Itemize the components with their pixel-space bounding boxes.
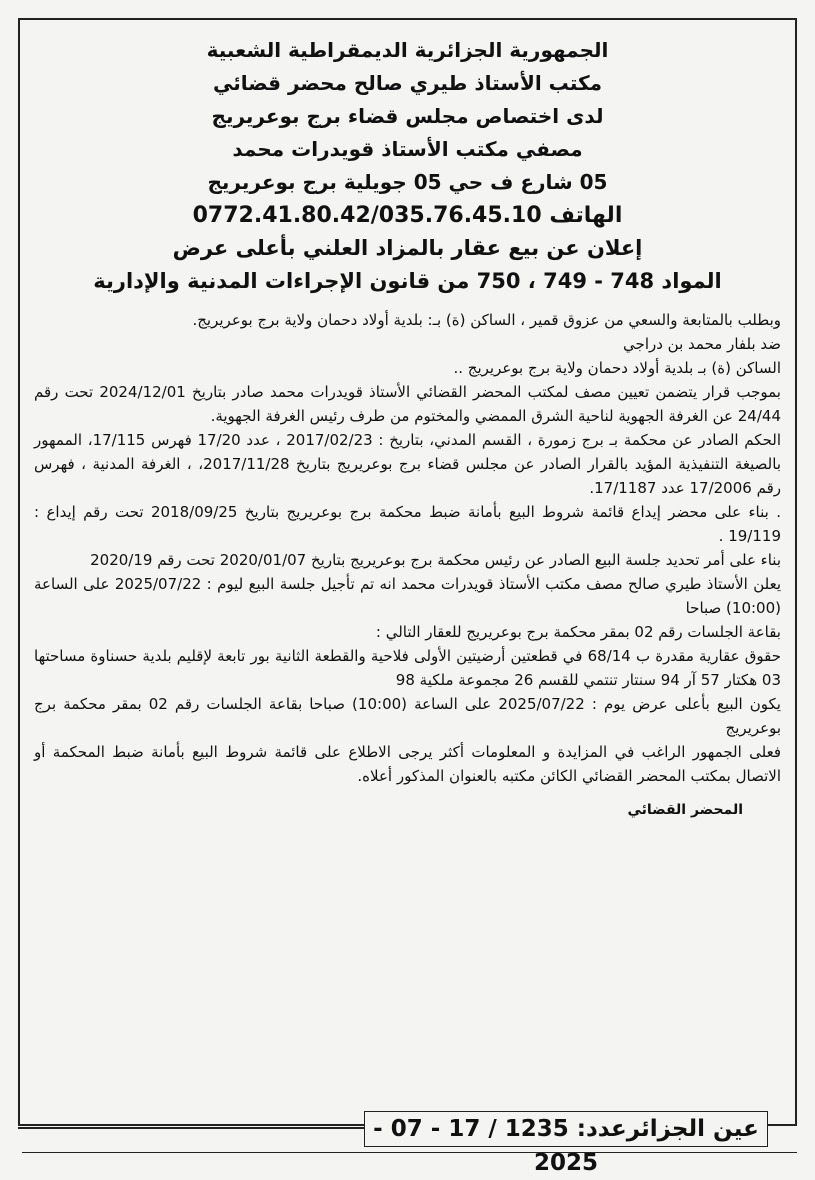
phone-numbers: الهاتف 0772.41.80.42/035.76.45.10 — [192, 203, 623, 228]
signature: المحضر القضائي — [627, 802, 743, 818]
bottom-rule — [22, 1152, 797, 1153]
address: 05 شارع ف حي 05 جويلية برج بوعريريج — [207, 170, 608, 194]
publication-footer: عين الجزائرعدد: 1235 / 17 - 07 - 2025 — [364, 1111, 768, 1147]
paragraph-order: بناء على أمر تحديد جلسة البيع الصادر عن رئيس محكمة برج بوعريريج بتاريخ 2020/01/07 تحت رقم 2020/19 — [90, 551, 781, 569]
paragraph-judgment: الحكم الصادر عن محكمة بـ برج زمورة ، القسم المدني، بتاريخ : 2017/02/23 ، عدد 17/20 فهرس 17/115، الممهور بالصيغة التنفيذية المؤيد بالقرار الصادر عن مجلس قضاء برج بوعريريج بتاريخ 2017/11/28، ، الغرفة المدنية ، فهرس رقم 17/2006 عدد 17/1187. — [34, 431, 781, 497]
paragraph-against: ضد بلفار محمد بن دراجي — [623, 335, 781, 353]
paragraph-hall: بقاعة الجلسات رقم 02 بمقر محكمة برج بوعريريج للعقار التالي : — [375, 623, 781, 641]
notice-title: إعلان عن بيع عقار بالمزاد العلني بأعلى عرض — [172, 236, 643, 260]
office-name: مكتب الأستاذ طيري صالح محضر قضائي — [212, 71, 603, 95]
liquidator: مصفي مكتب الأستاذ قويدرات محمد — [232, 137, 583, 161]
notice-body — [20, 298, 795, 788]
paragraph-public: فعلى الجمهور الراغب في المزايدة و المعلومات أكثر يرجى الاطلاع على قائمة شروط البيع بأمانة ضبط المحكمة أو الاتصال بمكتب المحضر القضائي الكائن مكتبه بالعنوان المذكور أعلاه. — [34, 743, 781, 785]
paragraph-appointment: بموجب قرار يتضمن تعيين مصف لمكتب المحضر القضائي الأستاذ قويدرات محمد صادر بتاريخ 2024/12/01 تحت رقم 24/44 عن الغرفة الجهوية لناحية الشرق الممضي والمختوم من طرف رئيس الغرفة الجهوية. — [34, 383, 781, 425]
paragraph-residence: الساكن (ة) بـ بلدية أولاد دحمان ولاية برج بوعريريج .. — [453, 359, 781, 377]
republic-title: الجمهورية الجزائرية الديمقراطية الشعبية — [206, 38, 609, 62]
paragraph-announcement: يعلن الأستاذ طيري صالح مصف مكتب الأستاذ قويدرات محمد انه تم تأجيل جلسة البيع ليوم : 2025/07/22 على الساعة (10:00) صباحا — [34, 575, 782, 617]
footer-rule — [18, 1127, 364, 1129]
legal-articles: المواد 748 - 749 ، 750 من قانون الإجراءات المدنية والإدارية — [93, 269, 722, 293]
paragraph-property: حقوق عقارية مقدرة ب 68/14 في قطعتين أرضيتين الأولى فلاحية والقطعة الثانية بور تابعة لإقليم بلدية حسناوة مساحتها 03 هكتار 57 آر 94 سنتار تنتمي للقسم 26 مجموعة ملكية 98 — [34, 647, 782, 689]
notice-frame — [18, 18, 797, 1126]
jurisdiction: لدى اختصاص مجلس قضاء برج بوعريريج — [211, 104, 604, 128]
notice-header — [20, 20, 795, 298]
paragraph-deposit: . بناء على محضر إيداع قائمة شروط البيع بأمانة ضبط محكمة برج بوعريريج بتاريخ 2018/09/25 تحت رقم إيداع : 19/119 . — [34, 503, 781, 545]
paragraph-requester: وبطلب بالمتابعة والسعي من عزوق قمير ، الساكن (ة) بـ: بلدية أولاد دحمان ولاية برج بوعريريج. — [192, 311, 781, 329]
paragraph-sale-date: يكون البيع بأعلى عرض يوم : 2025/07/22 على الساعة (10:00) صباحا بقاعة الجلسات رقم 02 بمقر محكمة برج بوعريريج — [34, 695, 781, 737]
